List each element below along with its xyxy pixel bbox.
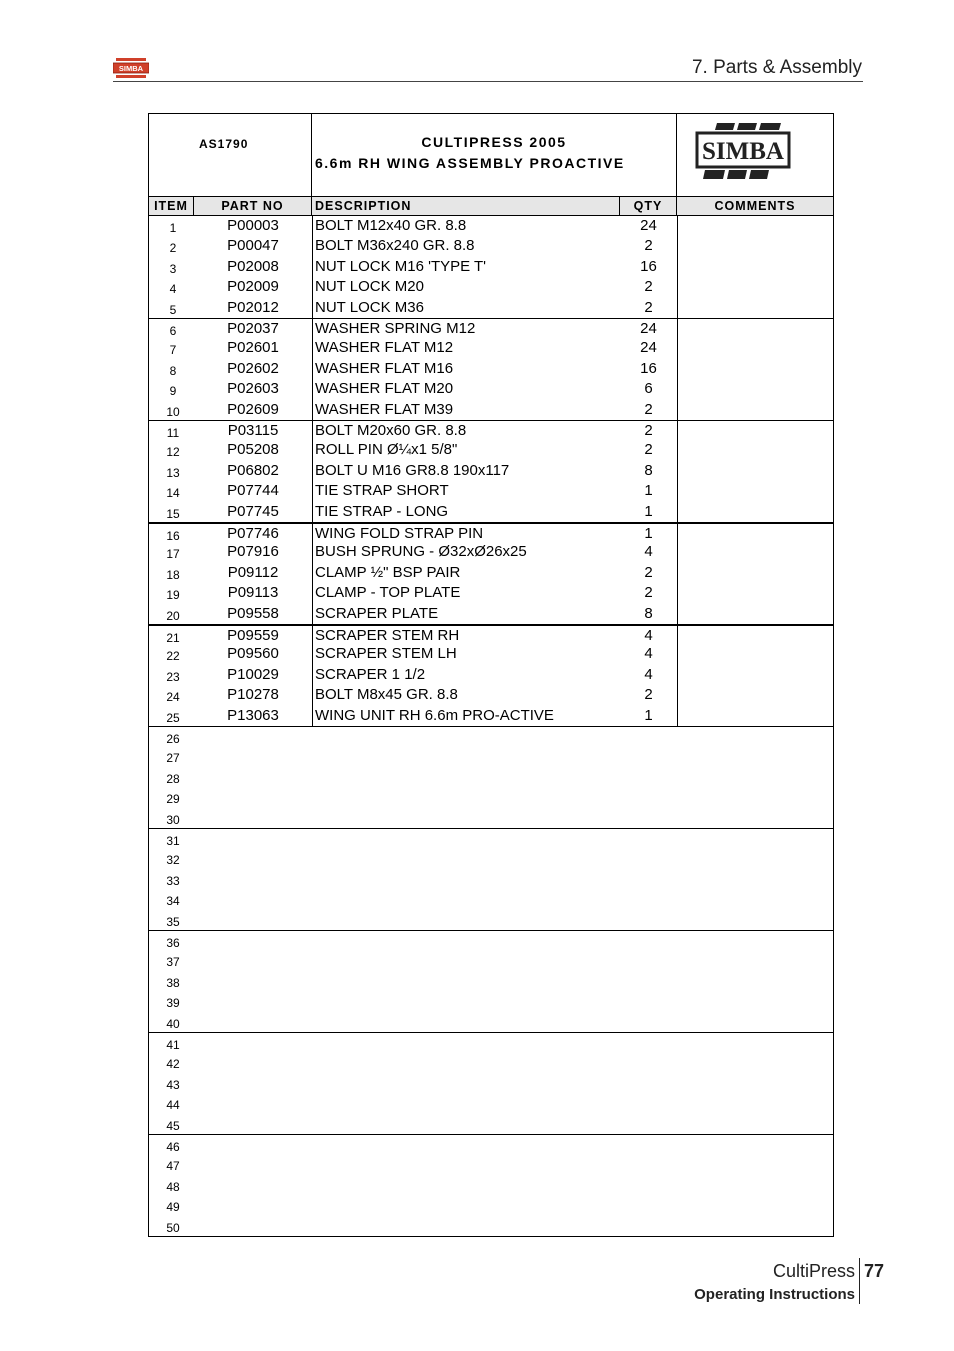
column-header-row <box>149 196 833 216</box>
table-row <box>149 1175 833 1195</box>
row-item-number: 2 <box>169 241 177 256</box>
table-row <box>149 889 833 909</box>
table-row <box>149 624 833 646</box>
row-part-number: P02008 <box>227 257 279 275</box>
section-title: 7. Parts & Assembly <box>691 57 862 78</box>
row-item-number: 36 <box>166 936 180 950</box>
row-description: SCRAPER 1 1/2 <box>315 665 426 683</box>
table-row <box>149 481 833 501</box>
row-part-number: P07745 <box>227 502 279 520</box>
table-row <box>149 808 833 828</box>
row-quantity: 4 <box>644 543 653 561</box>
footer-product-name: CultiPress <box>772 1261 855 1281</box>
row-description: WASHER FLAT M12 <box>315 339 454 357</box>
table-row <box>149 277 833 297</box>
row-item-number: 25 <box>166 710 180 725</box>
row-description: SCRAPER PLATE <box>315 604 439 622</box>
table-row <box>149 542 833 562</box>
assembly-title-line2: 6.6m RH WING ASSEMBLY PROACTIVE <box>315 155 625 171</box>
assembly-title-line1: CULTIPRESS 2005 <box>421 134 567 150</box>
row-quantity: 24 <box>640 217 657 234</box>
row-item-number: 46 <box>166 1140 180 1154</box>
table-row <box>149 644 833 664</box>
row-part-number: P13063 <box>227 706 279 724</box>
table-row <box>149 502 833 522</box>
row-item-number: 7 <box>169 343 177 358</box>
table-row <box>149 1114 833 1134</box>
row-item-number: 45 <box>166 1118 180 1133</box>
row-description: ROLL PIN Ø¼x1 5/8" <box>315 441 458 459</box>
row-quantity: 1 <box>644 482 653 500</box>
row-part-number: P02037 <box>227 320 279 337</box>
assembly-code: AS1790 <box>199 137 249 151</box>
table-row <box>149 1052 833 1072</box>
row-quantity: 8 <box>644 604 653 622</box>
row-item-number: 10 <box>166 404 180 419</box>
table-row <box>149 950 833 970</box>
row-item-number: 13 <box>166 465 180 480</box>
table-row <box>149 1032 833 1053</box>
row-part-number: P07916 <box>227 543 279 561</box>
table-row <box>149 257 833 277</box>
row-part-number: P03115 <box>227 422 279 439</box>
table-row <box>149 991 833 1011</box>
parts-table <box>148 113 834 1237</box>
row-description: WASHER FLAT M39 <box>315 400 454 418</box>
row-part-number: P09560 <box>227 645 279 663</box>
table-row <box>149 930 833 951</box>
row-item-number: 18 <box>166 567 180 582</box>
row-quantity: 4 <box>644 645 653 663</box>
row-part-number: P02601 <box>227 339 279 357</box>
row-item-number: 50 <box>166 1220 180 1235</box>
row-quantity: 4 <box>644 627 653 644</box>
row-part-number: P05208 <box>227 441 279 459</box>
row-item-number: 27 <box>166 751 180 766</box>
table-row <box>149 828 833 849</box>
table-row <box>149 298 833 318</box>
table-row <box>149 1134 833 1155</box>
table-row <box>149 848 833 868</box>
row-part-number: P06802 <box>227 461 279 479</box>
row-item-number: 34 <box>166 894 180 909</box>
row-item-number: 3 <box>169 261 177 276</box>
row-description: CLAMP ½" BSP PAIR <box>315 563 461 581</box>
table-row <box>149 787 833 807</box>
row-item-number: 24 <box>166 690 180 705</box>
table-row <box>149 971 833 991</box>
table-row <box>149 522 833 544</box>
simba-logo-cell <box>677 114 833 196</box>
row-description: TIE STRAP - LONG <box>315 502 449 520</box>
row-quantity: 2 <box>644 400 653 418</box>
page-number: 77 <box>864 1261 885 1281</box>
table-row <box>149 726 833 747</box>
row-description: NUT LOCK M16 'TYPE T' <box>315 257 487 275</box>
row-quantity: 6 <box>644 380 653 398</box>
row-item-number: 38 <box>166 975 180 990</box>
row-item-number: 15 <box>166 506 180 521</box>
row-description: SCRAPER STEM LH <box>315 645 457 663</box>
table-row <box>149 1154 833 1174</box>
row-item-number: 37 <box>166 955 180 970</box>
row-quantity: 2 <box>644 563 653 581</box>
row-item-number: 11 <box>166 426 180 440</box>
table-row <box>149 236 833 256</box>
row-description: WING FOLD STRAP PIN <box>315 525 484 542</box>
row-item-number: 21 <box>166 631 180 645</box>
assembly-code-cell <box>149 114 312 196</box>
row-item-number: 5 <box>169 302 177 317</box>
row-part-number: P07746 <box>227 525 279 542</box>
row-item-number: 12 <box>166 445 180 460</box>
table-row <box>149 746 833 766</box>
row-description: BOLT U M16 GR8.8 190x117 <box>315 461 510 479</box>
row-item-number: 40 <box>166 1016 180 1031</box>
row-item-number: 19 <box>166 588 180 603</box>
table-row <box>149 706 833 726</box>
simba-logo <box>695 121 791 183</box>
row-part-number: P02609 <box>227 400 279 418</box>
row-part-number: P09113 <box>227 584 279 602</box>
logo-text: SIMBA <box>702 138 784 165</box>
table-row <box>149 338 833 358</box>
row-part-number: P10278 <box>227 686 279 704</box>
row-item-number: 17 <box>166 547 180 562</box>
column-header-part-no: PART NO <box>194 197 312 215</box>
table-row <box>149 400 833 420</box>
row-item-number: 26 <box>166 732 180 746</box>
row-quantity: 1 <box>644 502 653 520</box>
table-row <box>149 583 833 603</box>
row-item-number: 4 <box>169 282 177 297</box>
row-description: WASHER SPRING M12 <box>315 320 476 337</box>
row-part-number: P10029 <box>227 665 279 683</box>
simba-header-logo <box>113 58 149 78</box>
row-quantity: 8 <box>644 461 653 479</box>
table-row <box>149 1195 833 1215</box>
table-row <box>149 318 833 339</box>
header-divider <box>113 81 863 82</box>
row-description: CLAMP - TOP PLATE <box>315 584 461 602</box>
row-description: TIE STRAP SHORT <box>315 482 449 500</box>
row-quantity: 16 <box>640 257 657 275</box>
row-item-number: 30 <box>166 812 180 827</box>
table-row <box>149 379 833 399</box>
row-item-number: 9 <box>169 384 177 399</box>
row-item-number: 31 <box>166 834 180 848</box>
row-description: BOLT M12x40 GR. 8.8 <box>315 217 467 234</box>
row-quantity: 16 <box>640 359 657 377</box>
row-description: SCRAPER STEM RH <box>315 627 460 644</box>
table-row <box>149 665 833 685</box>
row-part-number: P02012 <box>227 298 279 316</box>
row-item-number: 43 <box>166 1077 180 1092</box>
table-row <box>149 869 833 889</box>
row-part-number: P00003 <box>227 217 279 234</box>
row-item-number: 14 <box>166 486 180 501</box>
row-item-number: 35 <box>166 914 180 929</box>
table-row <box>149 216 833 236</box>
row-description: WASHER FLAT M16 <box>315 359 454 377</box>
column-header-item: ITEM <box>149 197 194 215</box>
row-part-number: P02602 <box>227 359 279 377</box>
assembly-title-cell <box>312 114 677 196</box>
row-quantity: 2 <box>644 298 653 316</box>
table-row <box>149 420 833 441</box>
row-description: NUT LOCK M20 <box>315 278 424 296</box>
row-item-number: 1 <box>169 221 177 235</box>
row-part-number: P02009 <box>227 278 279 296</box>
row-item-number: 39 <box>166 996 180 1011</box>
table-row <box>149 563 833 583</box>
column-header-qty: QTY <box>620 197 677 215</box>
row-part-number: P09558 <box>227 604 279 622</box>
row-item-number: 23 <box>166 669 180 684</box>
row-item-number: 20 <box>166 608 180 623</box>
row-item-number: 44 <box>166 1098 180 1113</box>
row-quantity: 24 <box>640 320 657 337</box>
row-description: BUSH SPRUNG - Ø32xØ26x25 <box>315 543 527 561</box>
row-item-number: 42 <box>166 1057 180 1072</box>
row-item-number: 33 <box>166 873 180 888</box>
row-quantity: 2 <box>644 441 653 459</box>
table-row <box>149 1093 833 1113</box>
row-item-number: 8 <box>169 363 177 378</box>
row-item-number: 41 <box>166 1038 180 1052</box>
row-description: WASHER FLAT M20 <box>315 380 454 398</box>
row-quantity: 2 <box>644 584 653 602</box>
table-row <box>149 1073 833 1093</box>
row-quantity: 24 <box>640 339 657 357</box>
footer-divider <box>859 1258 860 1304</box>
row-quantity: 1 <box>644 525 653 542</box>
row-item-number: 48 <box>166 1179 180 1194</box>
row-part-number: P02603 <box>227 380 279 398</box>
row-item-number: 16 <box>166 529 180 543</box>
table-row <box>149 767 833 787</box>
row-item-number: 22 <box>166 649 180 664</box>
table-row <box>149 1216 833 1236</box>
row-description: BOLT M20x60 GR. 8.8 <box>315 422 467 439</box>
row-description: BOLT M8x45 GR. 8.8 <box>315 686 458 704</box>
table-row <box>149 440 833 460</box>
row-part-number: P09112 <box>227 563 279 581</box>
table-row <box>149 359 833 379</box>
row-quantity: 1 <box>644 706 653 724</box>
row-part-number: P07744 <box>227 482 279 500</box>
row-description: NUT LOCK M36 <box>315 298 424 316</box>
row-description: BOLT M36x240 GR. 8.8 <box>315 237 475 255</box>
row-item-number: 32 <box>166 853 180 868</box>
row-quantity: 2 <box>644 237 653 255</box>
row-description: WING UNIT RH 6.6m PRO-ACTIVE <box>315 706 554 724</box>
row-quantity: 4 <box>644 665 653 683</box>
column-header-comments: COMMENTS <box>714 199 796 213</box>
table-title-row <box>149 114 833 196</box>
row-quantity: 2 <box>644 686 653 704</box>
footer-subtitle: Operating Instructions <box>694 1286 855 1303</box>
row-quantity: 2 <box>644 278 653 296</box>
column-header-description: DESCRIPTION <box>312 197 620 215</box>
row-part-number: P00047 <box>227 237 279 255</box>
table-row <box>149 1012 833 1032</box>
row-quantity: 2 <box>644 422 653 439</box>
table-row <box>149 910 833 930</box>
row-item-number: 29 <box>166 792 180 807</box>
row-item-number: 28 <box>166 771 180 786</box>
row-item-number: 47 <box>166 1159 180 1174</box>
row-part-number: P09559 <box>227 627 279 644</box>
table-row <box>149 685 833 705</box>
table-row <box>149 604 833 624</box>
row-item-number: 49 <box>166 1200 180 1215</box>
table-row <box>149 461 833 481</box>
row-item-number: 6 <box>169 324 177 338</box>
header-logo-text: SIMBA <box>118 64 144 73</box>
